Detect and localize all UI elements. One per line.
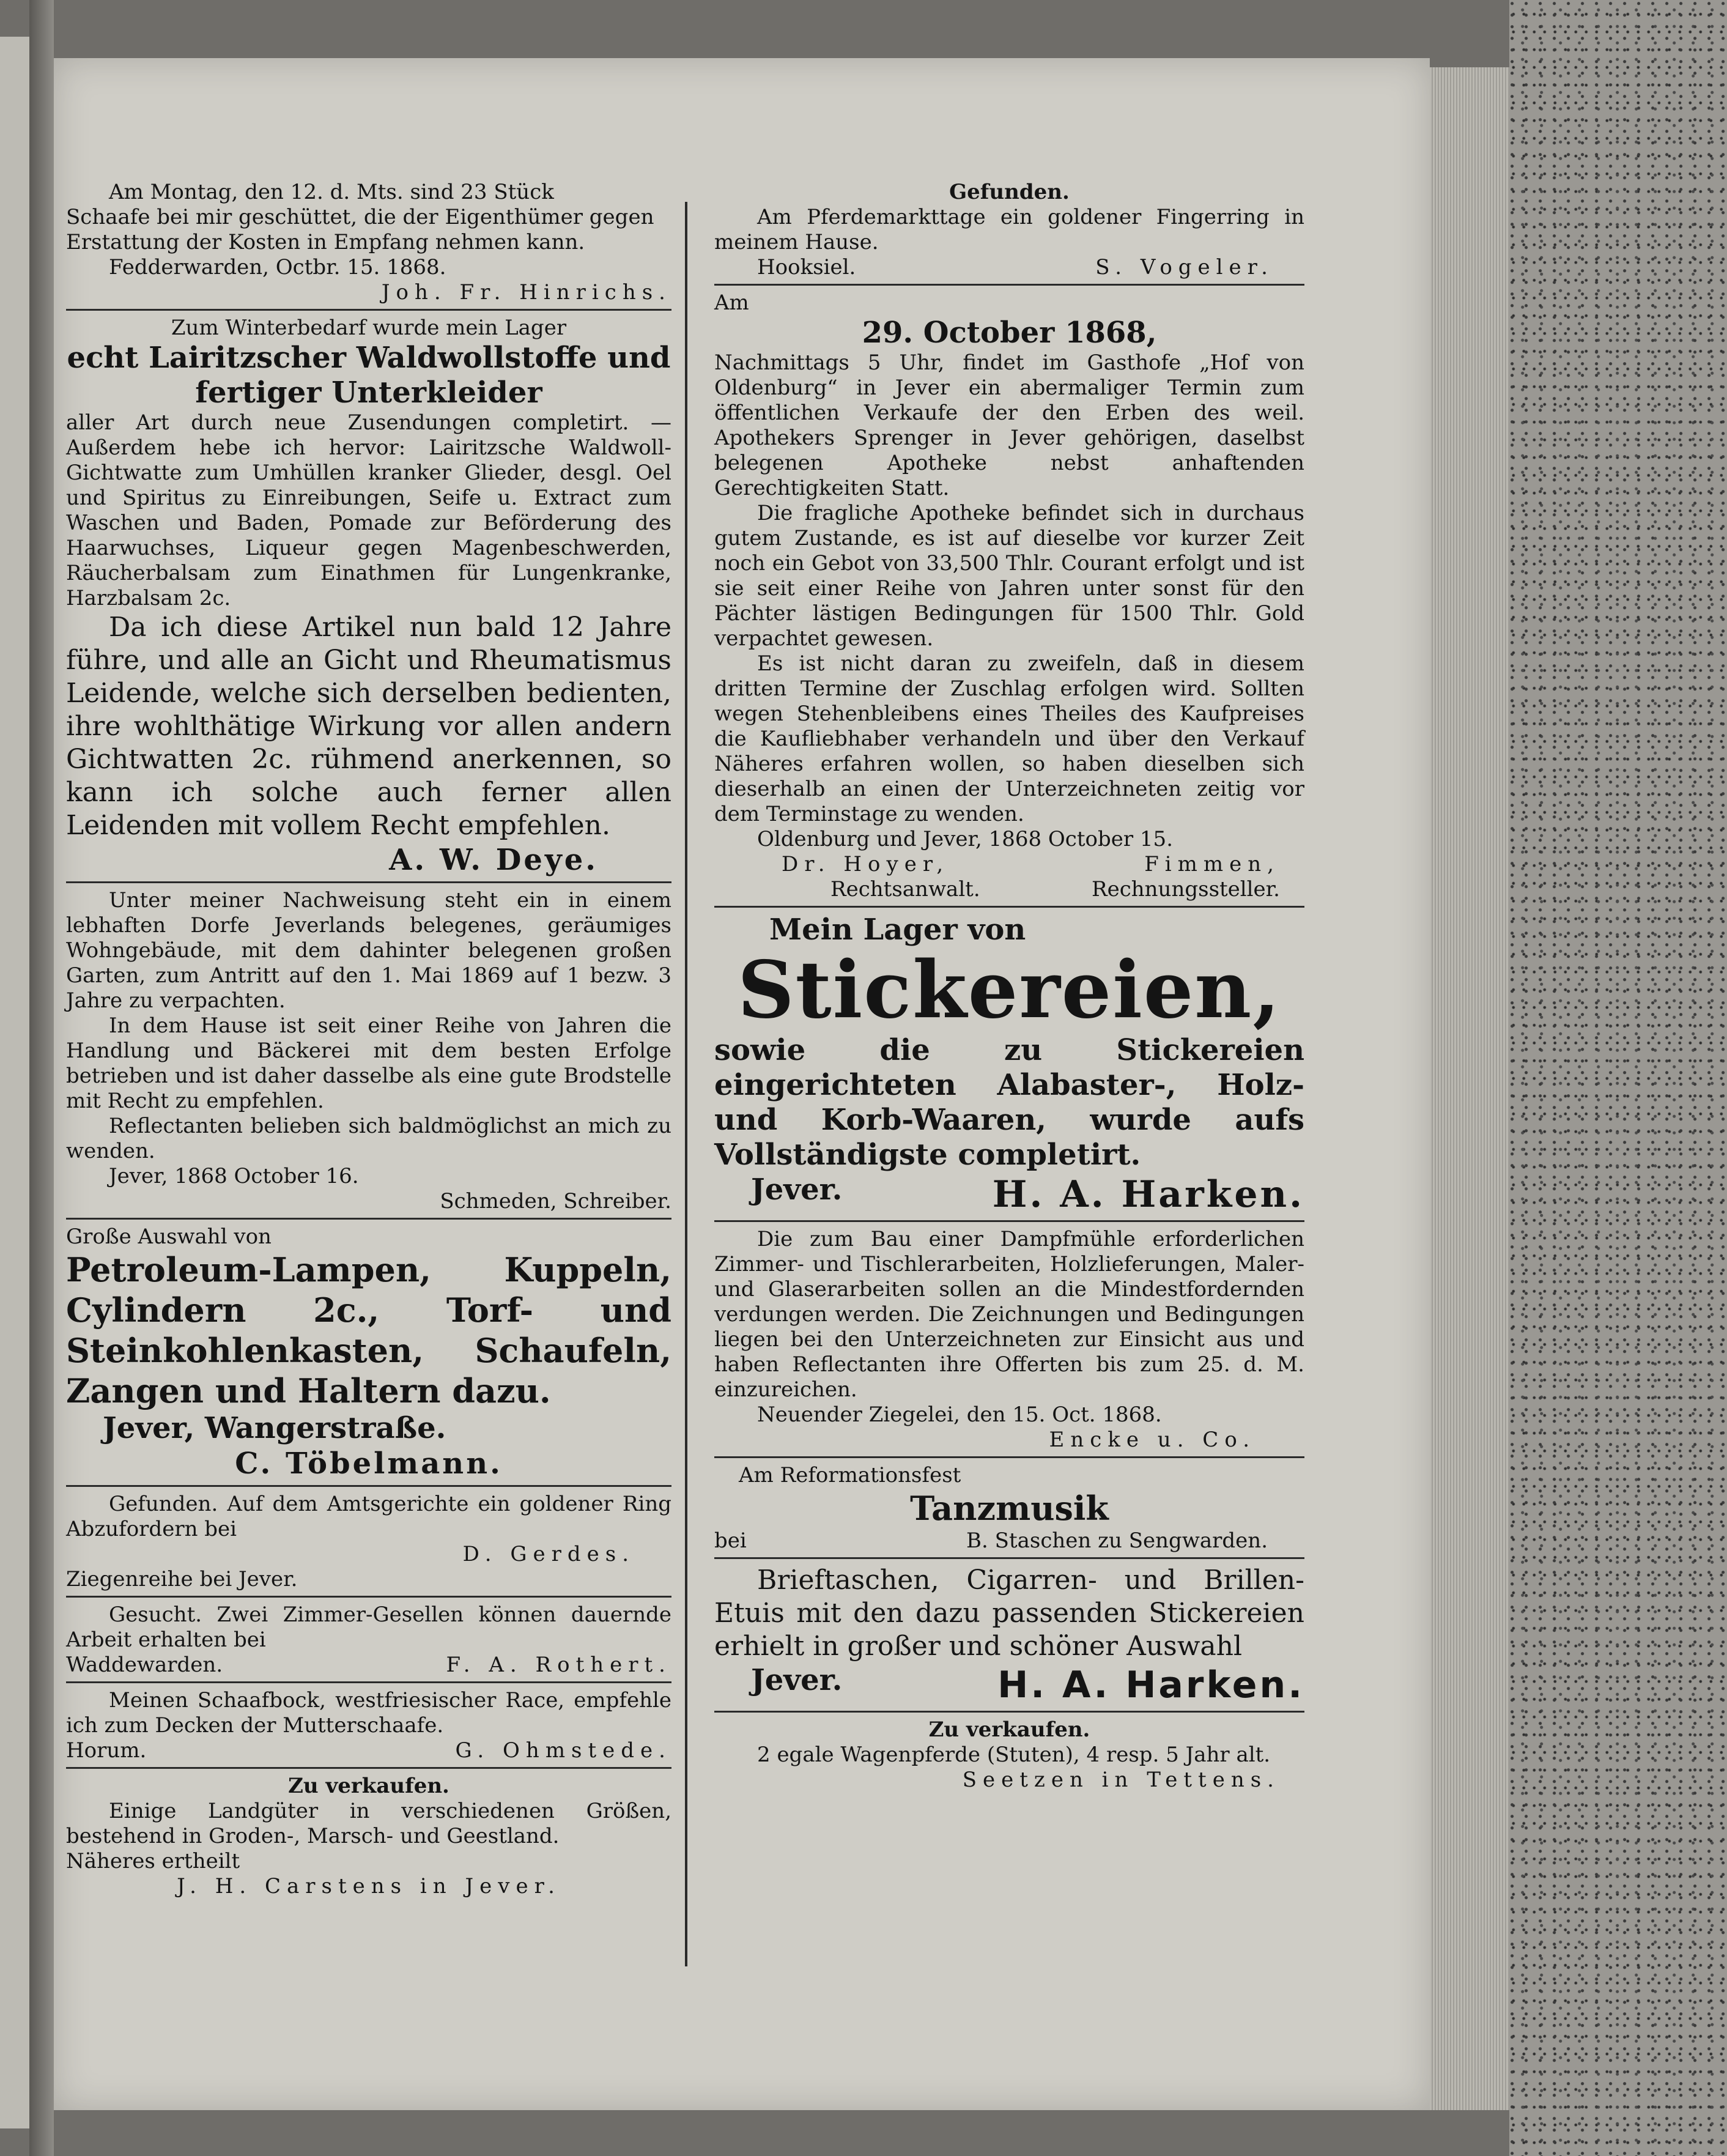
ad-paragraph: Die fragliche Apotheke befindet sich in durchaus gutem Zustande, es ist auf dieselbe vor kurzer Zeit noch ein Gebot von 33,500 Thlr. Courant erfolgt und ist sie seit einer Reihe von Jahren unter sonst für den Pächter lästigen Bedingungen für 1500 Thlr. Gold verpachtet gewesen. (714, 501, 1304, 651)
ad-house-lease (66, 886, 671, 1220)
ad-dance-music (714, 1461, 1304, 1559)
signature: D. Gerdes. (462, 1542, 635, 1566)
title-rechtsanwalt: Rechtsanwalt. (830, 877, 980, 902)
ad-intro: Am Reformationsfest (739, 1463, 961, 1487)
ad-text: Die zum Bau einer Dampfmühle erforderlichen Zimmer- und Tischlerarbeiten, Holzlieferungen, Maler- und Glaserarbeiten sollen an die Mindestfordernden verdungen werden. Die Zeichnungen und Bedingungen liegen bei den Unterzeichneten zur Einsicht aus und haben Reflectanten ihre Offerten bis zum 25. d. M. einzureichen. (714, 1227, 1304, 1402)
ad-text: Einige Landgüter in verschiedenen Größen, bestehend in Groden-, Marsch- und Geestland. (66, 1799, 671, 1848)
ad-petroleum-lamps (66, 1222, 671, 1487)
ad-line: Erstattung der Kosten in Empfang nehmen kann. (66, 230, 585, 254)
ad-ram (66, 1686, 671, 1769)
place-date: Neuender Ziegelei, den 15. Oct. 1868. (757, 1402, 1162, 1427)
ad-wallets (714, 1561, 1304, 1713)
ad-paragraph: Es ist nicht daran zu zweifeln, daß in diesem dritten Termine der Zuschlag erfolgen wird. Sollten wegen Stehenbleibens eines Theiles des Kaufpreises die Kaufliebhaber verhandeln und über den Verkauf Näheres erfahren wollen, so haben dieselben sich dieserhalb an einen der Unterzeichneten zeitig vor dem Terminstage zu wenden. (714, 651, 1304, 826)
signature-row (714, 255, 1304, 280)
left-column (66, 177, 671, 1905)
binding-gutter (29, 0, 54, 2156)
signature: H. A. Harken. (997, 1664, 1304, 1706)
ad-paragraph: Reflectanten belieben sich baldmöglichst an mich zu wenden. (66, 1114, 671, 1163)
ad-text: 2 egale Wagenpferde (Stuten), 4 resp. 5 Jahr alt. (757, 1743, 1271, 1767)
place-date: Fedderwarden, Octbr. 15. 1868. (109, 255, 446, 280)
ad-embroidery (714, 910, 1304, 1222)
address: Jever, Wangerstraße. (103, 1411, 446, 1445)
ad-paragraph: In dem Hause ist seit einer Reihe von Jahren die Handlung und Bäckerei mit dem besten Erfolge betrieben und ist daher dasselbe als eine gute Brodstelle mit Recht zu empfehlen. (66, 1013, 671, 1113)
ad-pharmacy-auction (714, 288, 1304, 908)
signature: F. A. Rothert. (446, 1653, 671, 1677)
ad-sheep-found (66, 177, 671, 311)
signature: Schmeden, Schreiber. (440, 1189, 671, 1213)
place: Jever. (751, 1663, 843, 1697)
ad-text: Am Pferdemarkttage ein goldener Fingerring in meinem Hause. (714, 205, 1304, 254)
auction-date: 29. October 1868, (862, 316, 1157, 350)
ad-heading: Zu verkaufen. (928, 1717, 1090, 1742)
signature-names (714, 852, 1304, 877)
signature-row (66, 1653, 671, 1678)
ad-heading: Zu verkaufen. (288, 1774, 449, 1798)
place: Hooksiel. (757, 255, 856, 280)
bei: bei (714, 1528, 747, 1553)
ad-text: sowie die zu Stickereien eingerichteten Alabaster-, Holz- und Korb-Waaren, wurde aufs Vollständigste completirt. (714, 1033, 1304, 1172)
ad-text: Gesucht. Zwei Zimmer-Gesellen können dauernde Arbeit erhalten bei (66, 1602, 671, 1652)
ad-horses-sale (714, 1715, 1304, 1796)
ad-heading: Petroleum-Lampen, Kuppeln, Cylindern 2c., Torf- und Steinkohlenkasten, Schaufeln, Zangen und Haltern dazu. (66, 1250, 671, 1410)
ad-text: Meinen Schaafbock, westfriesischer Race, empfehle ich zum Decken der Mutterschaafe. (66, 1688, 671, 1738)
signature: C. Töbelmann. (235, 1447, 503, 1481)
ad-intro: Große Auswahl von (66, 1224, 272, 1249)
signature-row (714, 1663, 1304, 1707)
place-date: Jever, 1868 October 16. (109, 1164, 359, 1188)
column-divider (685, 202, 687, 1966)
ad-carpenters-wanted (66, 1600, 671, 1683)
ad-estates-sale (66, 1771, 671, 1903)
place: Jever. (751, 1172, 843, 1207)
signature-hoyer: Dr. Hoyer, (782, 852, 950, 876)
ad-heading: Gefunden. (949, 180, 1070, 204)
ad-ring-found (66, 1489, 671, 1598)
ad-heading: echt Lairitzscher Waldwollstoffe und fertiger Unterkleider (67, 341, 671, 410)
place: Waddewarden. (66, 1653, 223, 1677)
ad-text: Gefunden. Auf dem Amtsgerichte ein goldener Ring Abzufordern bei (66, 1492, 671, 1541)
ad-line: Schaafe bei mir geschüttet, die der Eigenthümer gegen (66, 205, 654, 229)
signature: Joh. Fr. Hinrichs. (381, 280, 671, 305)
previous-page-strip (0, 37, 29, 2128)
ad-heading: Stickereien, (738, 944, 1281, 1036)
venue: B. Staschen zu Sengwarden. (966, 1528, 1268, 1553)
signature-fimmen: Fimmen, (1144, 852, 1280, 876)
signature: J. H. Carstens in Jever. (177, 1874, 561, 1899)
right-column (714, 177, 1304, 1799)
ad-text: Brieftaschen, Cigarren- und Brillen-Etuis mit den dazu passenden Stickereien erhielt in großer und schöner Auswahl (714, 1565, 1304, 1662)
speckled-cover-board (1509, 0, 1727, 2156)
venue-row (714, 1528, 1304, 1554)
ad-body: aller Art durch neue Zusendungen completirt. — Außerdem hebe ich hervor: Lairitzsche Waldwoll-Gichtwatte zum Umhüllen kranker Glieder, desgl. Oel und Spiritus zu Einreibungen, Seife u. Extract zum Waschen und Baden, Pomade zur Beförderung des Haarwuchses, Liqueur gegen Magenbeschwerden, Räucherbalsam zum Einathmen für Lungenkranke, Harzbalsam 2c. (66, 410, 671, 610)
page-edges (1430, 67, 1509, 2110)
ad-waldwolle (66, 313, 671, 883)
ad-intro: Zum Winterbedarf wurde mein Lager (171, 316, 567, 340)
ad-am: Am (714, 291, 749, 315)
signature-row (66, 1738, 671, 1763)
signature: G. Ohmstede. (455, 1738, 671, 1763)
ad-fingerring-found (714, 177, 1304, 286)
signature-row (714, 1172, 1304, 1217)
signature: Encke u. Co. (1049, 1428, 1255, 1452)
ad-paragraph: Nachmittags 5 Uhr, findet im Gasthofe „Hof von Oldenburg“ in Jever ein abermaliger Termin zum öffentlichen Verkaufe der den Erben des weil. Apothekers Sprenger in Jever gehörigen, daselbst belegenen Apotheke nebst anhaftenden Gerechtigkeiten Statt. (714, 350, 1304, 500)
signature: A. W. Deye. (389, 843, 598, 877)
ad-note: Näheres ertheilt (66, 1849, 240, 1873)
ad-large-text: Da ich diese Artikel nun bald 12 Jahre führe, und alle an Gicht und Rheumatismus Leidende, welche sich derselben bedienten, ihre wohlthätige Wirkung vor allen andern Gichtwatten 2c. rühmend anerkennen, so kann ich solche auch ferner allen Leidenden mit vollem Recht empfehlen. (66, 612, 671, 841)
ad-mill-construction (714, 1224, 1304, 1458)
signature: S. Vogeler. (1095, 255, 1274, 280)
place: Horum. (66, 1738, 147, 1763)
signature: H. A. Harken. (992, 1173, 1304, 1216)
signature: Seetzen in Tettens. (962, 1768, 1280, 1792)
ad-heading: Tanzmusik (910, 1489, 1109, 1528)
ad-intro: Mein Lager von (769, 913, 1026, 947)
signature-titles (714, 877, 1304, 902)
ad-line: Am Montag, den 12. d. Mts. sind 23 Stück (109, 180, 554, 204)
place: Ziegenreihe bei Jever. (66, 1567, 298, 1591)
title-rechnungssteller: Rechnungssteller. (1092, 877, 1280, 902)
place-date: Oldenburg und Jever, 1868 October 15. (757, 827, 1173, 851)
ad-paragraph: Unter meiner Nachweisung steht ein in einem lebhaften Dorfe Jeverlands belegenes, geräumiges Wohngebäude, mit dem dahinter belegenen großen Garten, zum Antritt auf den 1. Mai 1869 auf 1 bezw. 3 Jahre zu verpachten. (66, 888, 671, 1013)
